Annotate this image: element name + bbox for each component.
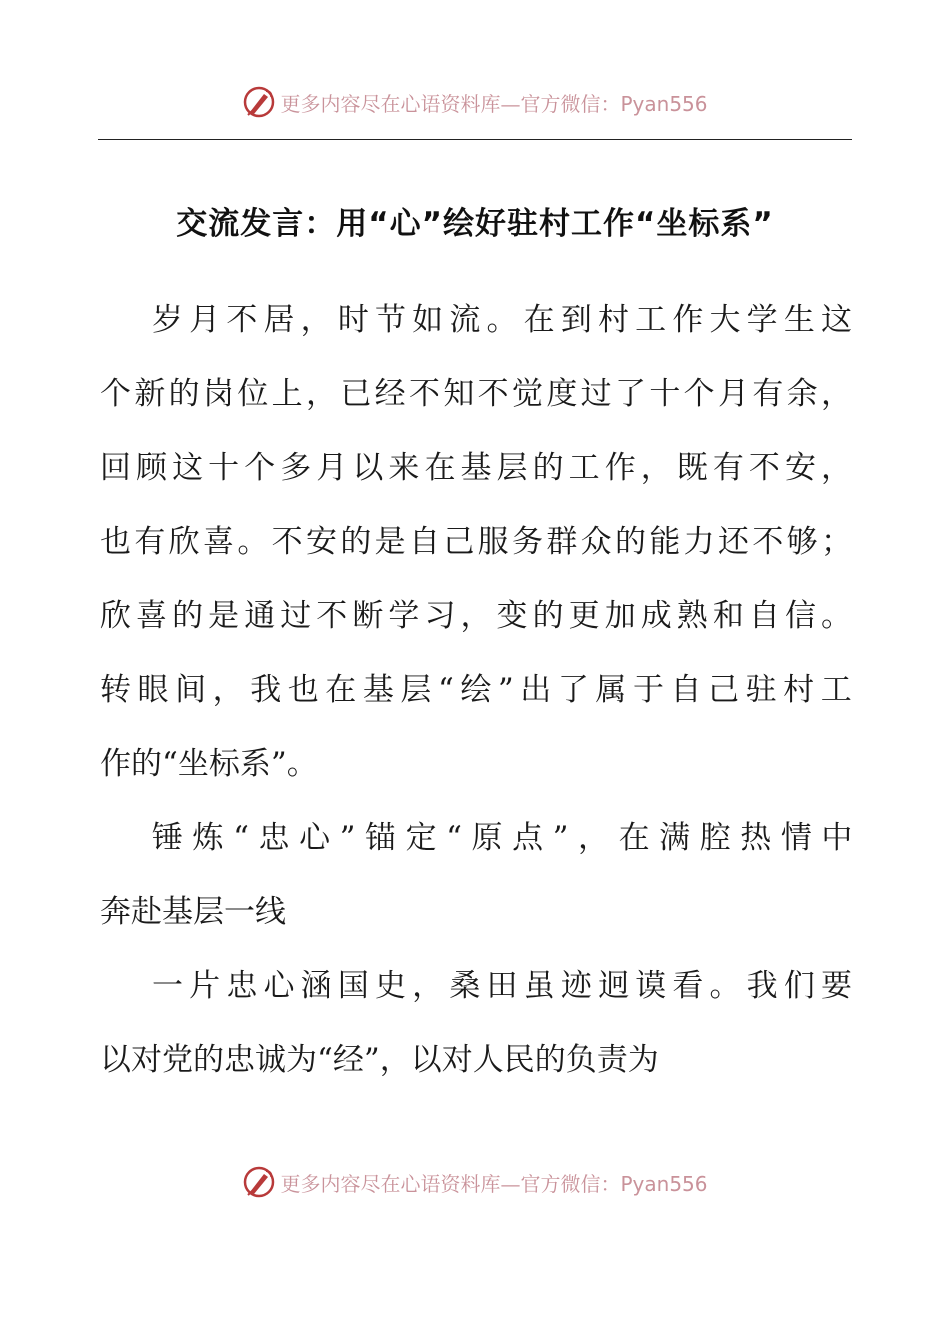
header-divider bbox=[98, 139, 852, 140]
paragraph-line: 一片忠心涵国史，桑田虽迹迥谟看。我们要 bbox=[152, 968, 859, 1004]
paragraph-line: 作的“坐标系”。 bbox=[100, 746, 318, 782]
paragraph-line: 回顾这十个多月以来在基层的工作，既有不安， bbox=[100, 450, 858, 486]
paragraph-line: 欣喜的是通过不断学习，变的更加成熟和自信。 bbox=[100, 598, 858, 634]
quill-pen-logo-icon bbox=[242, 1165, 276, 1199]
paragraph-line: 个新的岗位上，已经不知不觉度过了十个月有余， bbox=[100, 376, 856, 412]
paragraph-line: 也有欣喜。不安的是自己服务群众的能力还不够； bbox=[100, 524, 856, 560]
paragraph-line: 岁月不居，时节如流。在到村工作大学生这 bbox=[152, 302, 859, 338]
section-heading-line: 锤炼“忠心”锚定“原点”，在满腔热情中 bbox=[152, 820, 862, 856]
footer-wechat-id: Pyan556 bbox=[620, 1171, 708, 1196]
document-title: 交流发言：用“心”绘好驻村工作“坐标系” bbox=[176, 206, 774, 242]
footer-banner bbox=[0, 1162, 950, 1202]
header-banner-label: 更多内容尽在心语资料库—官方微信： bbox=[280, 91, 621, 116]
section-heading-line: 奔赴基层一线 bbox=[100, 894, 286, 930]
footer-banner-text bbox=[280, 1168, 707, 1197]
quill-pen-logo-icon bbox=[242, 85, 276, 119]
header-wechat-id: Pyan556 bbox=[620, 91, 708, 116]
header-banner bbox=[0, 82, 950, 122]
paragraph-line: 转眼间，我也在基层“绘”出了属于自己驻村工 bbox=[100, 672, 859, 708]
paragraph-line: 以对党的忠诚为“经”，以对人民的负责为 bbox=[100, 1042, 659, 1078]
footer-banner-label: 更多内容尽在心语资料库—官方微信： bbox=[280, 1171, 621, 1196]
header-banner-text bbox=[280, 88, 707, 117]
